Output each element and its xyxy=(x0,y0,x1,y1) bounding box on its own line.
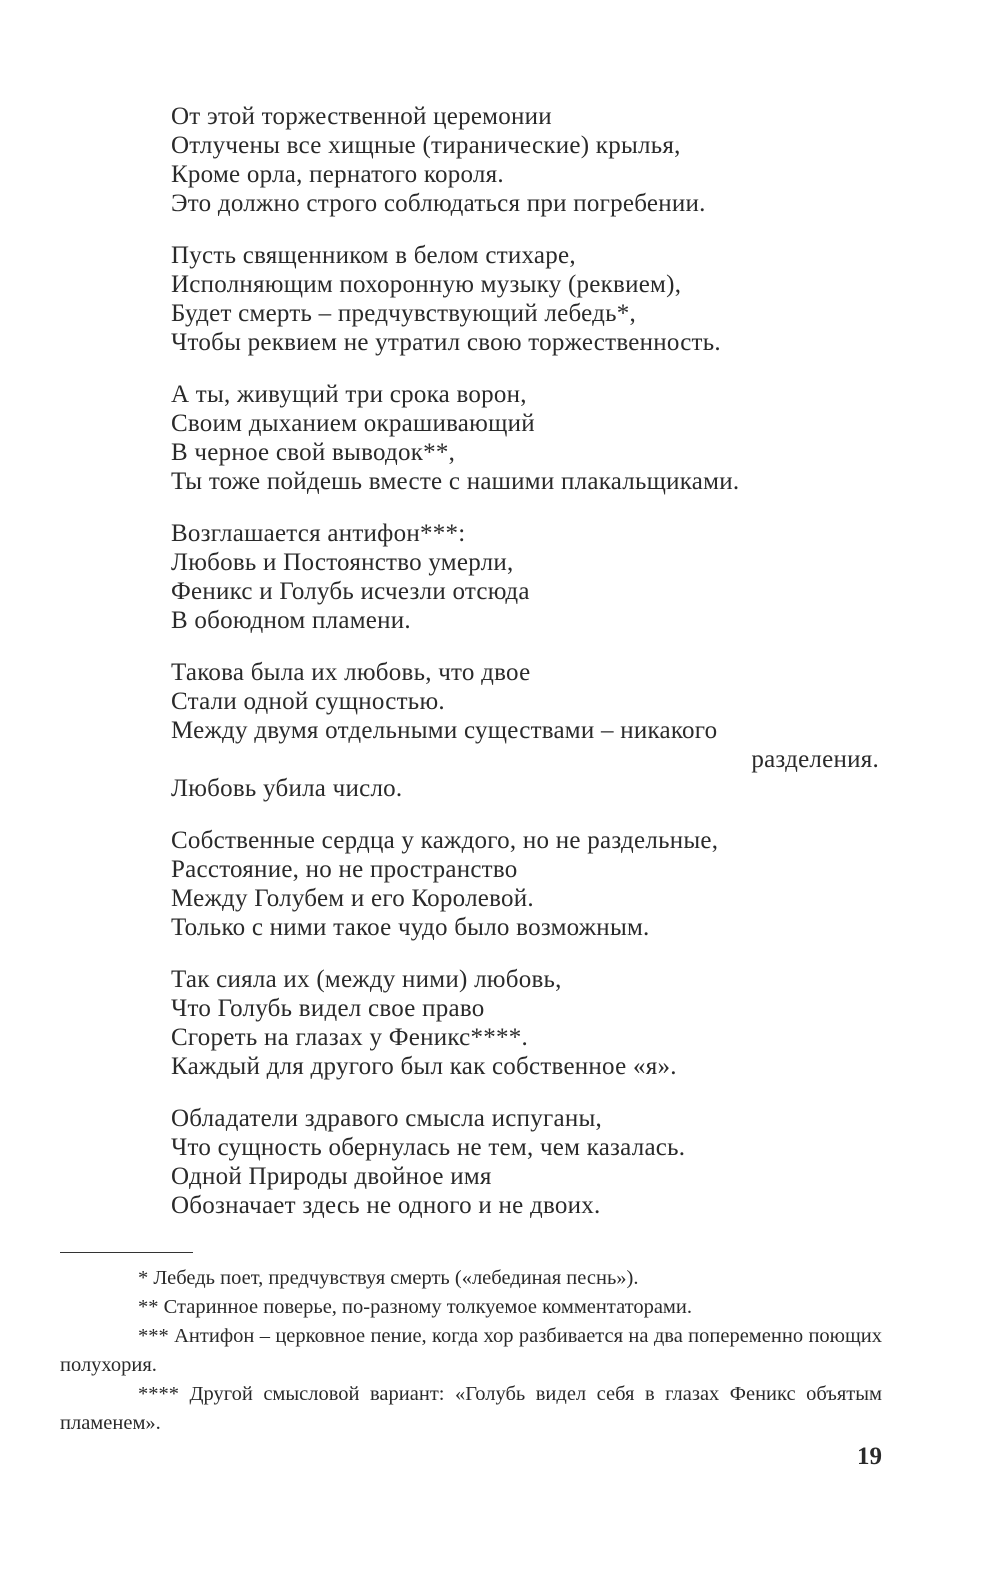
poem-line: Будет смерть – предчувствующий лебедь*, xyxy=(171,300,637,327)
footnote-3: *** Антифон – церковное пение, когда хор разбивается на два попеременно поющих полухория. xyxy=(60,1325,882,1376)
stanza-8 xyxy=(171,1104,891,1220)
poem-line: От этой торжественной церемонии xyxy=(171,103,552,130)
poem-line: Своим дыханием окрашивающий xyxy=(171,410,535,437)
poem-line: Обладатели здравого смысла испуганы, xyxy=(171,1105,603,1132)
poem-line: В обоюдном пламени. xyxy=(171,607,411,634)
poem-line: Так сияла их (между ними) любовь, xyxy=(171,966,562,993)
stanza-6 xyxy=(171,826,891,942)
poem-line: Между Голубем и его Королевой. xyxy=(171,885,534,912)
poem-line: Кроме орла, пернатого короля. xyxy=(171,161,504,188)
poem-line: В черное свой выводок**, xyxy=(171,439,456,466)
stanza-7 xyxy=(171,965,891,1081)
stanza-5 xyxy=(171,658,891,803)
poem-line: Чтобы реквием не утратил свою торжественность. xyxy=(171,329,721,356)
poem-line: Пусть священником в белом стихаре, xyxy=(171,242,576,269)
footnote-divider xyxy=(60,1252,193,1253)
poem-line: Собственные сердца у каждого, но не раздельные, xyxy=(171,827,719,854)
poem-line: Отлучены все хищные (тиранические) крылья, xyxy=(171,132,681,159)
stanza-1 xyxy=(171,102,891,218)
poem-line: Феникс и Голубь исчезли отсюда xyxy=(171,578,530,605)
poem-line: Каждый для другого был как собственное «я». xyxy=(171,1053,677,1080)
stanza-2 xyxy=(171,241,891,357)
poem-line: Стали одной сущностью. xyxy=(171,688,445,715)
poem-line: Обозначает здесь не одного и не двоих. xyxy=(171,1192,601,1219)
poem-line: Что сущность обернулась не тем, чем казалась. xyxy=(171,1134,686,1161)
stanza-3 xyxy=(171,380,891,496)
poem-line: А ты, живущий три срока ворон, xyxy=(171,381,527,408)
page-number: 19 xyxy=(857,1443,882,1470)
footnote-1: * Лебедь поет, предчувствуя смерть («лебединая песнь»). xyxy=(138,1267,639,1289)
poem-text xyxy=(171,102,891,1243)
poem-line: Что Голубь видел свое право xyxy=(171,995,485,1022)
stanza-4 xyxy=(171,519,891,635)
poem-line: Любовь и Постоянство умерли, xyxy=(171,549,514,576)
poem-line: Только с ними такое чудо было возможным. xyxy=(171,914,650,941)
poem-line: Расстояние, но не пространство xyxy=(171,856,518,883)
poem-line: Такова была их любовь, что двое xyxy=(171,659,531,686)
poem-line: Возглашается антифон***: xyxy=(171,520,466,547)
poem-line: Одной Природы двойное имя xyxy=(171,1163,492,1190)
footnote-2: ** Старинное поверье, по-разному толкуемое комментаторами. xyxy=(138,1296,692,1318)
footnotes xyxy=(60,1264,882,1438)
poem-line-continuation: разделения. xyxy=(751,746,879,773)
footnote-4: **** Другой смысловой вариант: «Голубь видел себя в глазах Феникс объятым пламенем». xyxy=(60,1383,882,1434)
poem-line: Любовь убила число. xyxy=(171,775,403,802)
poem-line: Это должно строго соблюдаться при погребении. xyxy=(171,190,706,217)
poem-line: Ты тоже пойдешь вместе с нашими плакальщиками. xyxy=(171,468,740,495)
poem-line: Исполняющим похоронную музыку (реквием), xyxy=(171,271,682,298)
poem-line: Между двумя отдельными существами – никакого xyxy=(171,717,718,744)
poem-line: Сгореть на глазах у Феникс****. xyxy=(171,1024,528,1051)
